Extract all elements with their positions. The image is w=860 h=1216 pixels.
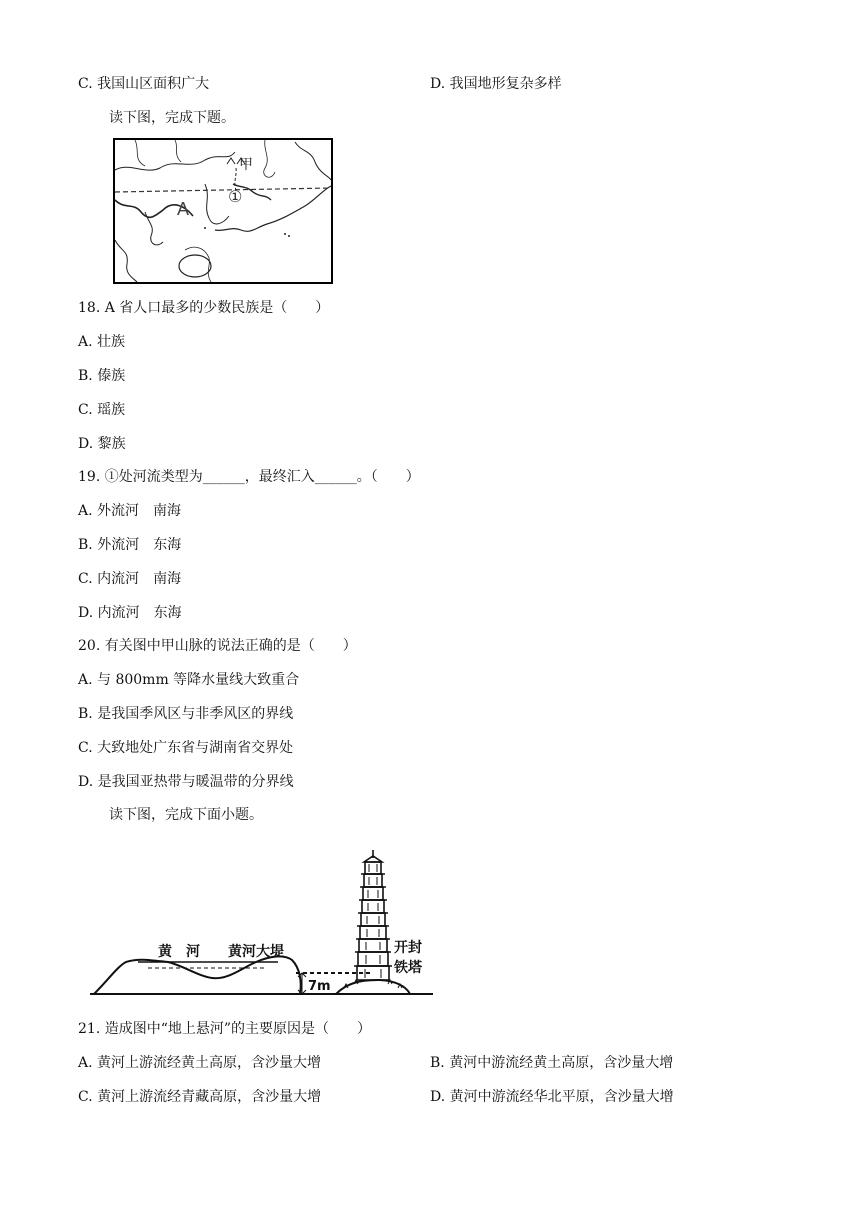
map-label-jia: 甲 xyxy=(239,157,253,173)
option-d: D. 我国地形复杂多样 xyxy=(430,76,562,92)
q21-option-a[interactable]: A. 黄河上游流经黄土高原，含沙量大增 xyxy=(78,1055,322,1071)
intro-text-1: 读下图，完成下题。 xyxy=(109,110,235,126)
q19-option-b[interactable]: B. 外流河 东海 xyxy=(78,537,182,553)
q19-option-d[interactable]: D. 内流河 东海 xyxy=(78,605,182,621)
label-yellow-river: 黄 河 xyxy=(158,944,200,960)
levee-diagram xyxy=(88,848,438,1000)
option-c: C. 我国山区面积广大 xyxy=(78,76,210,92)
levee-drawing xyxy=(88,848,438,1000)
q20-option-c[interactable]: C. 大致地处广东省与湖南省交界处 xyxy=(78,740,294,756)
q20-option-b[interactable]: B. 是我国季风区与非季风区的界线 xyxy=(78,706,294,722)
label-kaifeng: 开封 xyxy=(394,940,422,956)
q21-stem: 21. 造成图中“地上悬河”的主要原因是（ ） xyxy=(78,1021,372,1037)
q19-stem: 19. ①处河流类型为______，最终汇入______。（ ） xyxy=(78,469,420,485)
map-drawing xyxy=(115,140,331,282)
map-label-a: A xyxy=(177,199,190,219)
label-iron-pagoda: 铁塔 xyxy=(394,960,422,976)
q21-option-b[interactable]: B. 黄河中游流经黄土高原，含沙量大增 xyxy=(430,1055,674,1071)
q18-option-d[interactable]: D. 黎族 xyxy=(78,436,126,452)
label-levee: 黄河大堤 xyxy=(228,944,284,960)
q19-option-a[interactable]: A. 外流河 南海 xyxy=(78,503,182,519)
q21-option-c[interactable]: C. 黄河上游流经青藏高原，含沙量大增 xyxy=(78,1089,322,1105)
map-figure xyxy=(113,138,333,284)
q19-option-c[interactable]: C. 内流河 南海 xyxy=(78,571,182,587)
q21-option-d[interactable]: D. 黄河中游流经华北平原，含沙量大增 xyxy=(430,1089,674,1105)
q20-stem: 20. 有关图中甲山脉的说法正确的是（ ） xyxy=(78,638,357,654)
q20-option-d[interactable]: D. 是我国亚热带与暖温带的分界线 xyxy=(78,774,294,790)
q18-option-a[interactable]: A. 壮族 xyxy=(78,334,126,350)
intro-text-2: 读下图，完成下面小题。 xyxy=(109,807,263,823)
q18-stem: 18. A 省人口最多的少数民族是（ ） xyxy=(78,300,330,316)
label-height: 7m xyxy=(308,979,331,994)
map-label-circle1: ① xyxy=(228,187,243,206)
q18-option-b[interactable]: B. 傣族 xyxy=(78,368,126,384)
q20-option-a[interactable]: A. 与 800mm 等降水量线大致重合 xyxy=(78,672,300,688)
q18-option-c[interactable]: C. 瑶族 xyxy=(78,402,126,418)
